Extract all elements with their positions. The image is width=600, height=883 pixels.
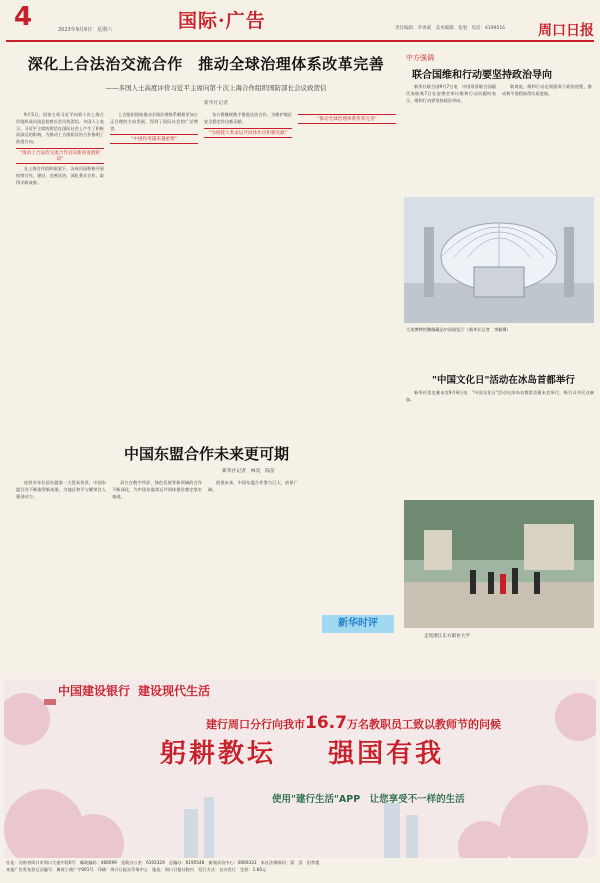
page-number: 4 bbox=[14, 2, 33, 32]
museum-photo-image bbox=[404, 197, 594, 323]
asean-paragraph: 连续多年位居东盟第一大贸易伙伴，中国东盟合作不断取得新成果，为地区和平与繁荣注入强劲动力。 bbox=[16, 480, 106, 499]
culture-paragraph: 新华社雷克雅未克9月8日电 "中国文化日"活动在冰岛首都雷克雅未克举行，吸引众多民众参加。 bbox=[406, 390, 594, 402]
asean-byline: 新华社记者 林昊 陆苗 bbox=[222, 469, 275, 474]
sidebar-tag: 中方强调 bbox=[406, 54, 434, 62]
header-rule bbox=[6, 40, 594, 42]
lead-quote-3: "推动全球治理体系变革完善" bbox=[298, 114, 396, 124]
sidebar-column-2 bbox=[502, 84, 592, 99]
sidebar-column-1 bbox=[406, 84, 496, 105]
ad-bank-name: 中国建设银行 bbox=[58, 684, 131, 698]
campus-photo-image bbox=[404, 500, 594, 628]
xinhua-commentary-text: 新华时评 bbox=[338, 618, 378, 629]
masthead-logo: 周口日报 bbox=[538, 23, 594, 39]
lead-paragraph: 各方将继续携手推进法治合作，为维护地区安全稳定作出新贡献。 bbox=[204, 112, 292, 124]
ad-app-line: 使用"建行生活"APP 让您享受不一样的生活 bbox=[272, 794, 465, 805]
ad-greeting-number: 16.7 bbox=[305, 713, 347, 733]
culture-headline: "中国文化日"活动在冰岛首都举行 bbox=[432, 375, 575, 386]
lead-paragraph: 9月5日，国家主席习近平向第十次上海合作组织成员国总检察长会议致贺信。多国人士表示，习近平主席的贺信在国际社会上产生了积极而深远的影响，为推动上合组织法治合作指明了前进方向。 bbox=[16, 112, 104, 145]
sidebar-paragraph: 新华社联合国9月7日电 中国常驻联合国副代表耿爽7日在安理会审议维和行动问题时表示，维和行动要坚持政治导向。 bbox=[406, 84, 496, 103]
lead-headline: 深化上合法治交流合作 推动全球治理体系改革完善 bbox=[27, 55, 385, 73]
lead-quote-2: "中国作用越来越重要" bbox=[110, 134, 198, 144]
museum-photo-caption: 大英博物馆雕像藏品中国展览厅（新华社记者 李颖摄） bbox=[406, 327, 511, 332]
lead-column-3 bbox=[204, 112, 292, 140]
sidebar-headline: 联合国维和行动要坚持政治导向 bbox=[412, 70, 552, 81]
issue-date: 2023年9月9日 星期六 bbox=[58, 27, 113, 33]
lead-byline: 新华社记者 bbox=[204, 101, 228, 106]
lead-paragraph: 上合组织国家推动全球治理体系朝着更加公正合理的方向发展，得到了国际社会的广泛赞誉。 bbox=[110, 112, 198, 131]
asean-paragraph: 展望未来，中国东盟合作潜力巨大，前景广阔。 bbox=[208, 480, 298, 492]
lead-paragraph: 在上海合作组织框架下，各成员国积极开展检察合作，建设、完善法治，深化务实合作，取得丰硕成果。 bbox=[16, 165, 104, 185]
lead-column-2 bbox=[110, 112, 198, 146]
footer-line-2: 本报广告发布登记证编号：豫周工商广字001号 印刷：周口日报社印务中心 地址：周口日报社院内 发行方式：自办发行 定价：1.60元 bbox=[6, 866, 267, 872]
lead-column-4 bbox=[298, 112, 396, 126]
culture-column bbox=[406, 390, 594, 405]
ad-main-slogan-left: 躬耕教坛 bbox=[160, 739, 277, 769]
ad-greeting-line bbox=[206, 713, 501, 733]
ad-main-slogan bbox=[160, 733, 444, 770]
section-title bbox=[178, 6, 276, 34]
asean-headline: 中国东盟合作未来更可期 bbox=[124, 445, 290, 463]
museum-photo bbox=[404, 197, 594, 323]
footer-info bbox=[6, 860, 594, 880]
ad-greeting-suffix: 万名教职员工致以教师节的问候 bbox=[346, 718, 501, 731]
lead-subheadline: ——多国人士高度评价习近平主席向第十次上海合作组织国防部长会议致贺信 bbox=[105, 84, 327, 92]
campus-photo bbox=[404, 500, 594, 628]
ad-main-slogan-right: 强国有我 bbox=[328, 739, 445, 769]
lead-column-1 bbox=[16, 112, 104, 187]
campus-photo-caption: 走进浙江东方职业大学 bbox=[424, 634, 470, 639]
lead-quote-1: "推动上合法治交流合作迈向新的发展阶段" bbox=[16, 148, 104, 164]
asean-column-1 bbox=[16, 480, 106, 501]
sidebar-paragraph: 耿爽说，维和行动必须服务于政治进程，推动和平进程取得实质进展。 bbox=[502, 84, 592, 96]
section-title-text: 国际·广告 bbox=[178, 10, 266, 32]
footer-line-1: 社址：河南省周口市周口大道中段6号 邮政编码：466099 党政办公室：6192329 总编办：6195548 新闻采访中心：6069333 本社法律顾问：梁 浩 田孝震 bbox=[6, 860, 320, 865]
asean-paragraph: 双方在数字经济、绿色发展等新领域的合作不断深化，为中国东盟命运共同体建设奠定坚实基础。 bbox=[112, 480, 202, 499]
xinhua-commentary-logo bbox=[322, 615, 394, 633]
asean-column-2 bbox=[112, 480, 202, 501]
ad-bank-slogan: 建设现代生活 bbox=[138, 684, 211, 698]
staff-info: 责任编辑：李勇威 美术编辑：张旭 电话：6199516 bbox=[395, 26, 506, 31]
lead-quote-4: "为构建人类命运共同体作出积极贡献" bbox=[204, 128, 292, 138]
asean-column-3 bbox=[208, 480, 298, 495]
ad-greeting-prefix: 建行周口分行向我市 bbox=[206, 718, 305, 731]
